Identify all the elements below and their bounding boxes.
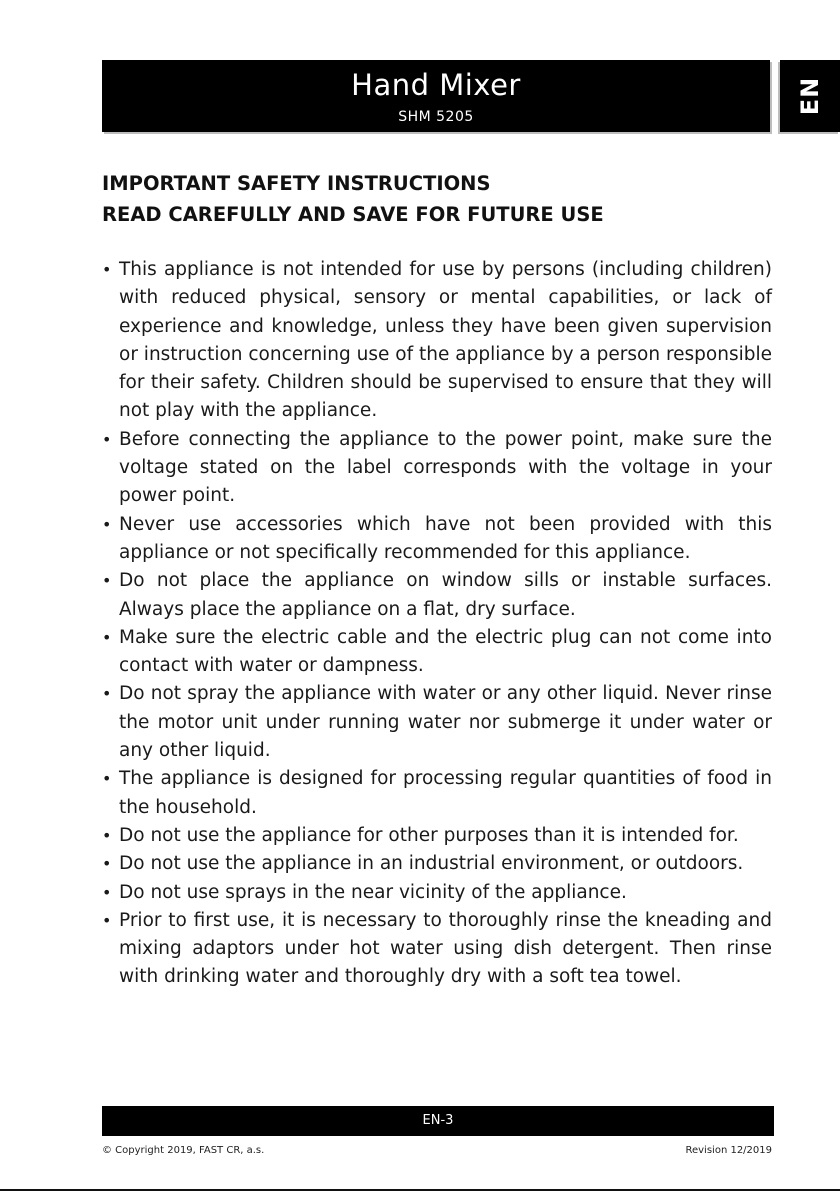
bullet-icon: • <box>102 627 112 647</box>
list-item-text: Do not spray the appliance with water or any other liquid. Never rinse the motor unit under running water nor submerge it under water or any other liquid. <box>119 683 772 762</box>
bullet-icon: • <box>102 514 112 534</box>
bullet-icon: • <box>102 854 112 874</box>
safety-heading <box>102 168 770 230</box>
bullet-icon: • <box>102 429 112 449</box>
list-item-text: Before connecting the appliance to the power point, make sure the voltage stated on the label corresponds with the voltage in your power point. <box>119 428 772 507</box>
bullet-icon: • <box>102 260 112 279</box>
list-item-text: Prior to first use, it is necessary to thoroughly rinse the kneading and mixing adaptors under hot water using dish detergent. Then rinse with drinking water and thoroughly dry with a soft tea towel. <box>119 909 772 988</box>
page-number: EN-3 <box>422 1113 454 1128</box>
list-item <box>102 256 772 426</box>
list-item <box>102 907 772 992</box>
page-header <box>102 60 770 132</box>
list-item-text: Never use accessories which have not been provided with this appliance or not specifically recommended for this appliance. <box>119 513 772 563</box>
bullet-icon: • <box>102 882 112 902</box>
list-item <box>102 680 772 765</box>
bottom-divider <box>0 1189 840 1191</box>
list-item <box>102 567 772 624</box>
list-item <box>102 850 772 878</box>
list-item <box>102 822 772 850</box>
list-item-text: Do not use the appliance in an industrial environment, or outdoors. <box>119 853 744 875</box>
list-item-text: Make sure the electric cable and the electric plug can not come into contact with water or dampness. <box>119 626 772 677</box>
list-item <box>102 426 772 511</box>
revision-text: Revision 12/2019 <box>685 1145 772 1156</box>
safety-heading-line1: IMPORTANT SAFETY INSTRUCTIONS <box>102 172 491 195</box>
list-item <box>102 624 772 681</box>
list-item-text: Do not place the appliance on window sills or instable surfaces. Always place the appliance on a flat, dry surface. <box>119 570 772 620</box>
bullet-icon: • <box>102 825 112 845</box>
bullet-icon: • <box>102 684 112 704</box>
safety-heading-line2: READ CAREFULLY AND SAVE FOR FUTURE USE <box>102 203 604 226</box>
page-number-bar <box>102 1106 774 1136</box>
bullet-icon: • <box>102 571 112 591</box>
list-item <box>102 765 772 822</box>
list-item-text: Do not use sprays in the near vicinity of the appliance. <box>119 881 627 903</box>
list-item <box>102 511 772 568</box>
bullet-icon: • <box>102 769 112 789</box>
bullet-icon: • <box>102 910 112 930</box>
list-item <box>102 879 772 907</box>
copyright-text: © Copyright 2019, FAST CR, a.s. <box>102 1145 265 1156</box>
language-code: EN <box>796 76 824 116</box>
language-tab <box>780 60 840 132</box>
document-title: Hand Mixer <box>351 68 521 102</box>
list-item-text: Do not use the appliance for other purposes than it is intended for. <box>119 824 739 846</box>
model-number: SHM 5205 <box>398 109 474 125</box>
list-item-text: This appliance is not intended for use by persons (including children) with reduced physical, sensory or mental capabilities, or lack of experience and knowledge, unless they have been given supervision or instruction concerning use of the appliance by a person responsible for their safety. Children should be supervised to ensure that they will not play with the appliance. <box>119 259 772 422</box>
list-item-text: The appliance is designed for processing regular quantities of food in the household. <box>119 768 772 818</box>
safety-instructions-list <box>102 256 772 992</box>
